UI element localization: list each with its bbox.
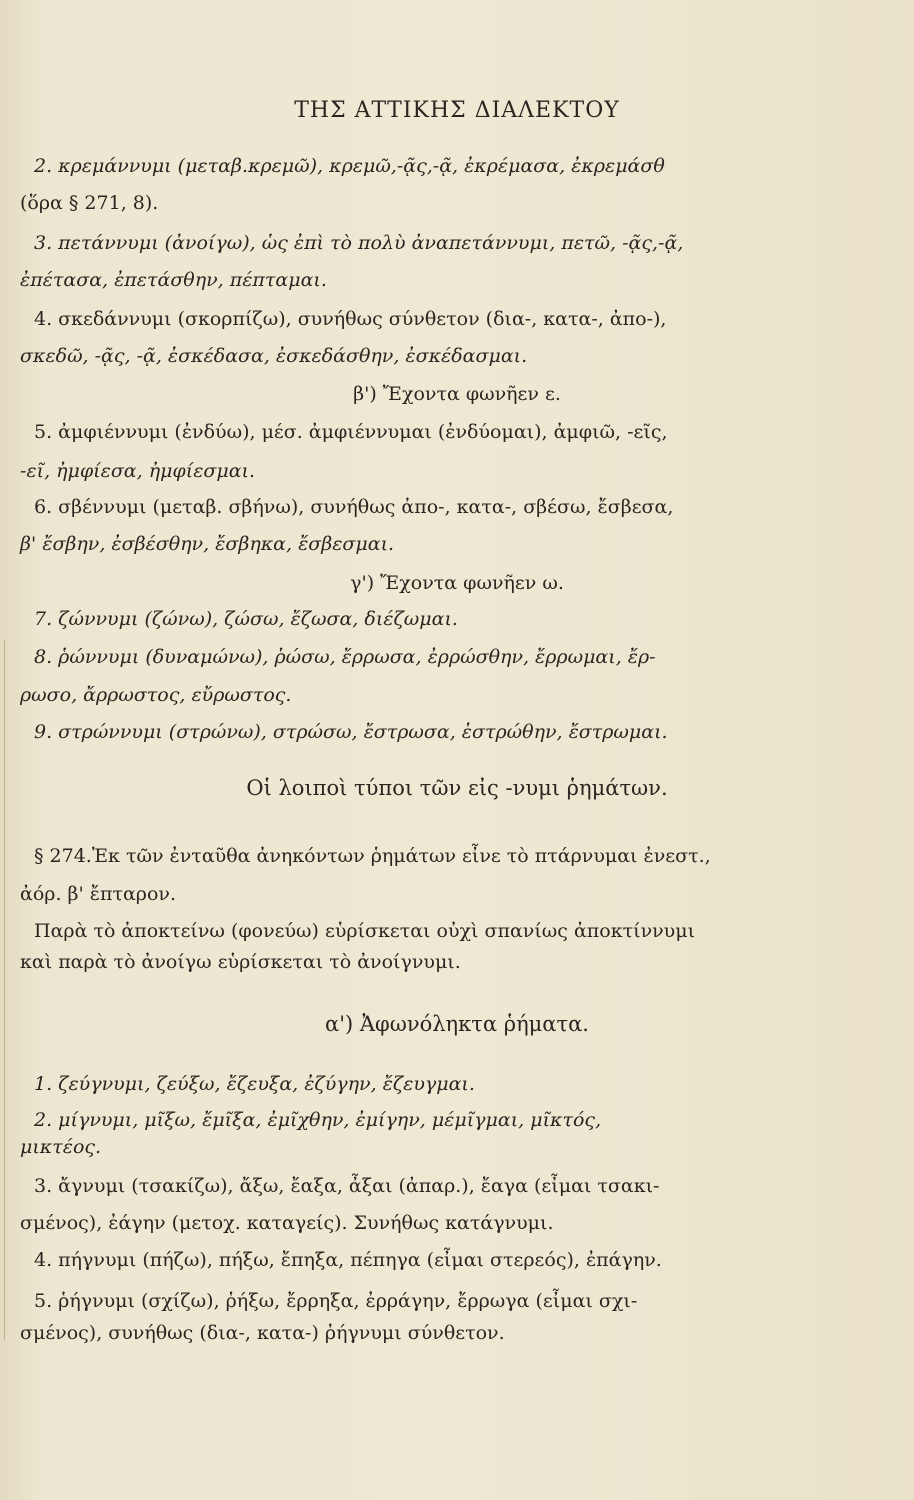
text-line: 2. κρεμάννυμι (μεταβ.κρεμῶ), κρεμῶ,-ᾷς,-ᾷ, ἐκρέμασα, ἐκρεμάσθ bbox=[34, 155, 665, 177]
text-line: σμένος), ἐάγην (μετοχ. καταγείς). Συνήθως κατάγνυμι. bbox=[20, 1212, 554, 1234]
text-line: 9. στρώννυμι (στρώνω), στρώσω, ἔστρωσα, ἐστρώθην, ἔστρωμαι. bbox=[34, 721, 668, 743]
text-line: 2. μίγνυμι, μῖξω, ἔμῖξα, ἐμῖχθην, ἐμίγην, μέμῖγμαι, μῖκτός, bbox=[34, 1109, 602, 1131]
text-line: σμένος), συνήθως (δια-, κατα-) ῥήγνυμι σύνθετον. bbox=[20, 1322, 505, 1344]
subheading: γ') Ἔχοντα φωνῆεν ω. bbox=[350, 572, 564, 594]
text-line: 3. πετάννυμι (ἀνοίγω), ὡς ἐπὶ τὸ πολὺ ἀναπετάννυμι, πετῶ, -ᾷς,-ᾷ, bbox=[34, 232, 684, 254]
text-line: 8. ῥώννυμι (δυναμώνω), ῥώσω, ἔρρωσα, ἐρρώσθην, ἔρρωμαι, ἔρ- bbox=[34, 646, 656, 668]
text-line: ἐπέτασα, ἐπετάσθην, πέπταμαι. bbox=[20, 269, 327, 291]
subsection-title: α') Ἀφωνόληκτα ῥήματα. bbox=[325, 1012, 589, 1036]
text-line: 7. ζώννυμι (ζώνω), ζώσω, ἔζωσα, διέζωμαι. bbox=[34, 608, 458, 630]
text-line: -εῖ, ἠμφίεσα, ἠμφίεσμαι. bbox=[20, 460, 256, 482]
text-line: ρωσο, ἄρρωστος, εὔρωστος. bbox=[20, 684, 292, 706]
text-line: 1. ζεύγνυμι, ζεύξω, ἔζευξα, ἐζύγην, ἔζευγμαι. bbox=[34, 1073, 475, 1095]
text-line: καὶ παρὰ τὸ ἀνοίγω εὑρίσκεται τὸ ἀνοίγνυμι. bbox=[20, 951, 461, 973]
margin-rule bbox=[4, 640, 5, 1340]
text-line: § 274.Ἐκ τῶν ἐνταῦθα ἀνηκόντων ῥημάτων εἶνε τὸ πτάρνυμαι ἐνεστ., bbox=[34, 845, 711, 867]
text-line: 6. σβέννυμι (μεταβ. σβήνω), συνήθως ἀπο-, κατα-, σβέσω, ἔσβεσα, bbox=[34, 496, 674, 518]
text-line: (ὅρα § 271, 8). bbox=[20, 192, 159, 214]
running-header: ΤΗΣ ΑΤΤΙΚΗΣ ΔΙΑΛΕΚΤΟΥ bbox=[294, 98, 620, 123]
text-line: μικτέος. bbox=[20, 1136, 102, 1158]
text-line: ἀόρ. β' ἔπταρον. bbox=[20, 883, 176, 905]
text-line: β' ἔσβην, ἐσβέσθην, ἔσβηκα, ἔσβεσμαι. bbox=[20, 533, 395, 555]
text-line: σκεδῶ, -ᾷς, -ᾷ, ἐσκέδασα, ἐσκεδάσθην, ἐσκέδασμαι. bbox=[20, 345, 528, 367]
text-line: 4. σκεδάννυμι (σκορπίζω), συνήθως σύνθετον (δια-, κατα-, ἀπο-), bbox=[34, 308, 667, 330]
text-line: 5. ῥήγνυμι (σχίζω), ῥήξω, ἔρρηξα, ἐρράγην, ἔρρωγα (εἶμαι σχι- bbox=[34, 1290, 638, 1312]
subheading: β') Ἔχοντα φωνῆεν ε. bbox=[353, 383, 561, 405]
text-line: 4. πήγνυμι (πήζω), πήξω, ἔπηξα, πέπηγα (εἶμαι στερεός), ἐπάγην. bbox=[34, 1249, 662, 1271]
text-line: 5. ἀμφιέννυμι (ἐνδύω), μέσ. ἀμφιέννυμαι (ἐνδύομαι), ἀμφιῶ, -εῖς, bbox=[34, 421, 668, 443]
text-line: Παρὰ τὸ ἀποκτείνω (φονεύω) εὑρίσκεται οὐχὶ σπανίως ἀποκτίννυμι bbox=[34, 920, 696, 942]
text-line: 3. ἄγνυμι (τσακίζω), ἄξω, ἔαξα, ἆξαι (ἀπαρ.), ἔαγα (εἶμαι τσακι- bbox=[34, 1175, 660, 1197]
section-title: Οἱ λοιποὶ τύποι τῶν εἰς -νυμι ῥημάτων. bbox=[246, 776, 668, 800]
